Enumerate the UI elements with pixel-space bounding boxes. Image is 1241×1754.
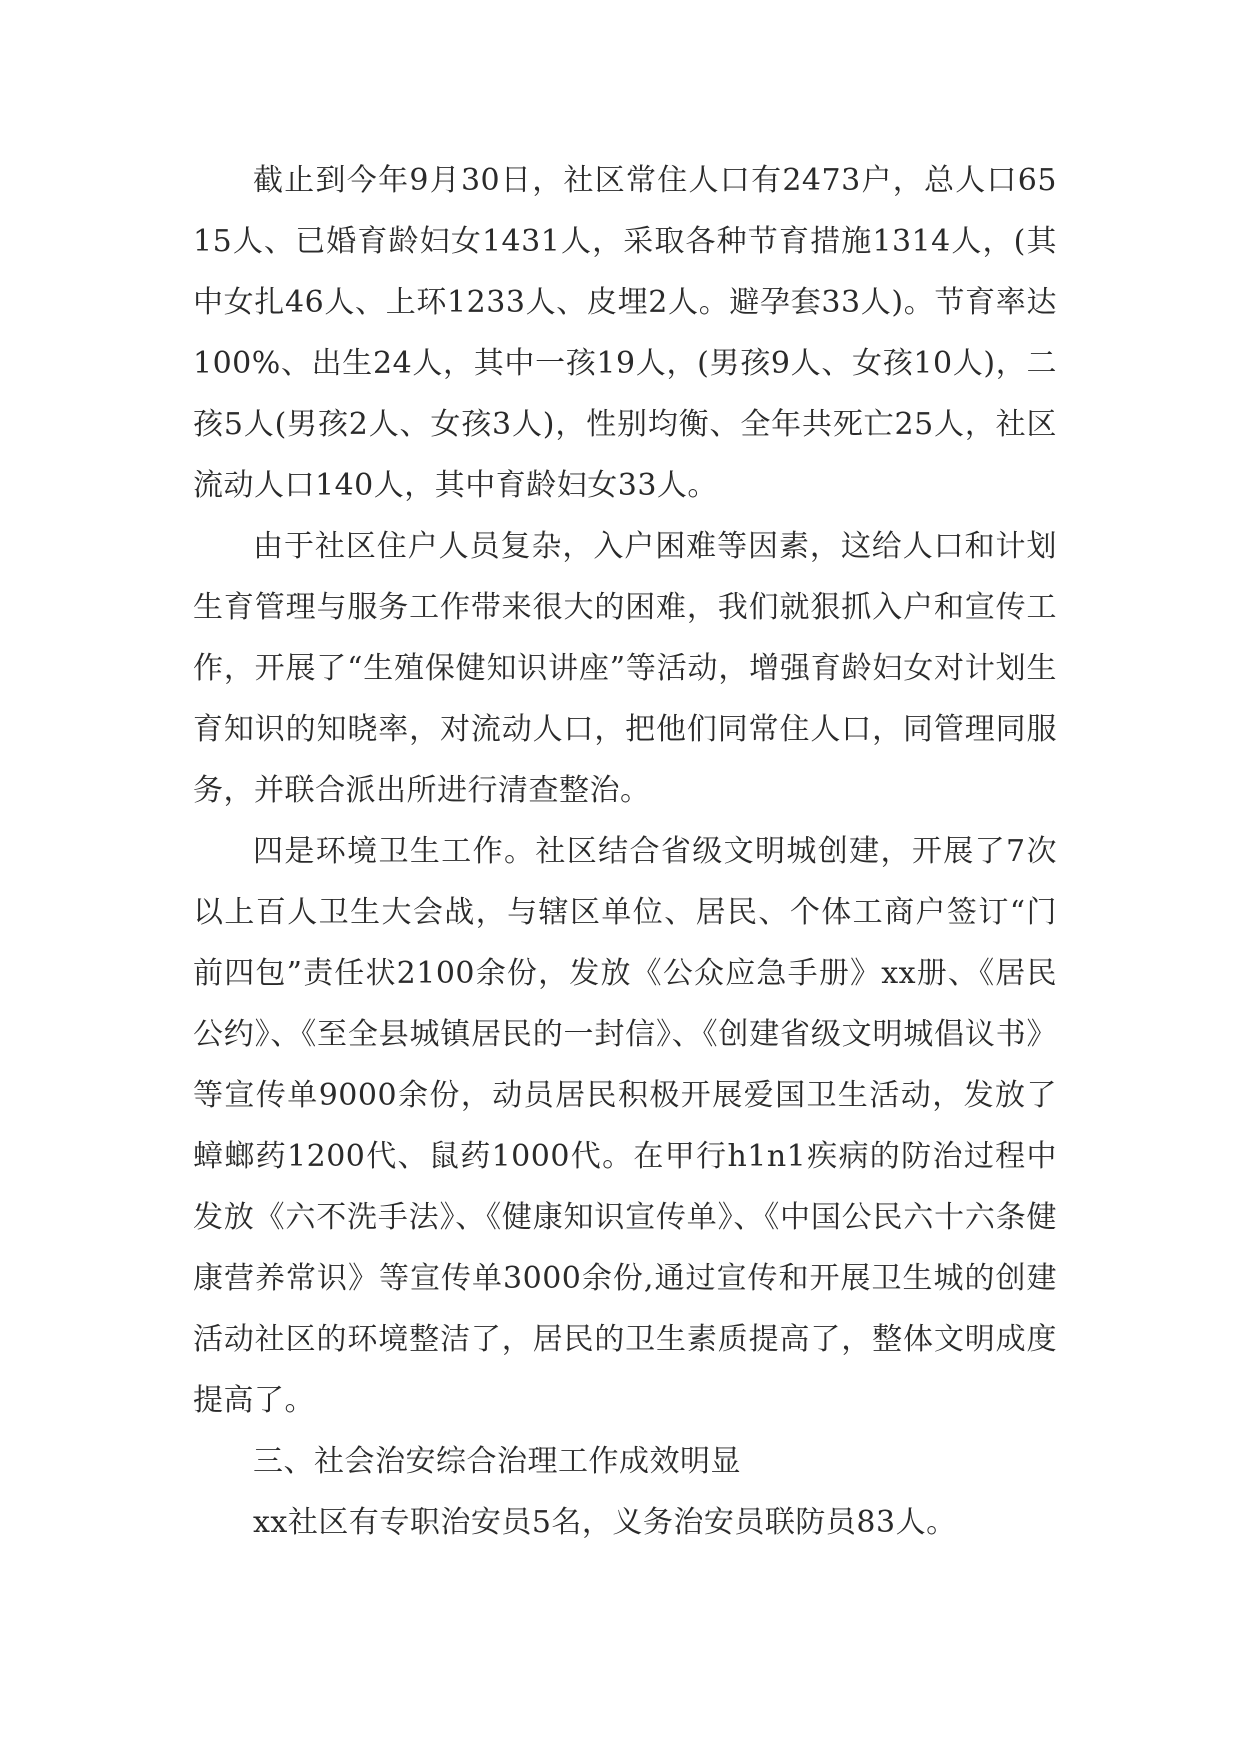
paragraph-environmental-hygiene: 四是环境卫生工作。社区结合省级文明城创建，开展了7次以上百人卫生大会战，与辖区单位、居民、个体工商户签订“门前四包”责任状2100余份，发放《公众应急手册》xx册、《居民公约》、《至全县城镇居民的一封信》、《创建省级文明城倡议书》等宣传单9000余份，动员居民积极开展爱国卫生活动，发放了蟑螂药1200代、鼠药1000代。在甲行h1n1疾病的防治过程中发放《六不洗手法》、《健康知识宣传单》、《中国公民六十六条健康营养常识》等宣传单3000余份,通过宣传和开展卫生城的创建活动社区的环境整洁了，居民的卫生素质提高了，整体文明成度提高了。 (193, 834, 1057, 1418)
section-heading-public-security: 三、社会治安综合治理工作成效明显 (253, 1444, 741, 1479)
paragraph-family-planning-service: 由于社区住户人员复杂，入户困难等因素，这给人口和计划生育管理与服务工作带来很大的困难，我们就狠抓入户和宣传工作，开展了“生殖保健知识讲座”等活动，增强育龄妇女对计划生育知识的知晓率，对流动人口，把他们同常住人口，同管理同服务，并联合派出所进行清查整治。 (193, 529, 1057, 808)
document-body (193, 150, 1057, 1553)
paragraph-security-staff: xx社区有专职治安员5名，义务治安员联防员83人。 (253, 1505, 957, 1540)
paragraph-population-stats: 截止到今年9月30日，社区常住人口有2473户，总人口6515人、已婚育龄妇女1431人，采取各种节育措施1314人，(其中女扎46人、上环1233人、皮埋2人。避孕套33人)。节育率达100%、出生24人，其中一孩19人，(男孩9人、女孩10人)，二孩5人(男孩2人、女孩3人)，性别均衡、全年共死亡25人，社区流动人口140人，其中育龄妇女33人。 (193, 163, 1057, 503)
